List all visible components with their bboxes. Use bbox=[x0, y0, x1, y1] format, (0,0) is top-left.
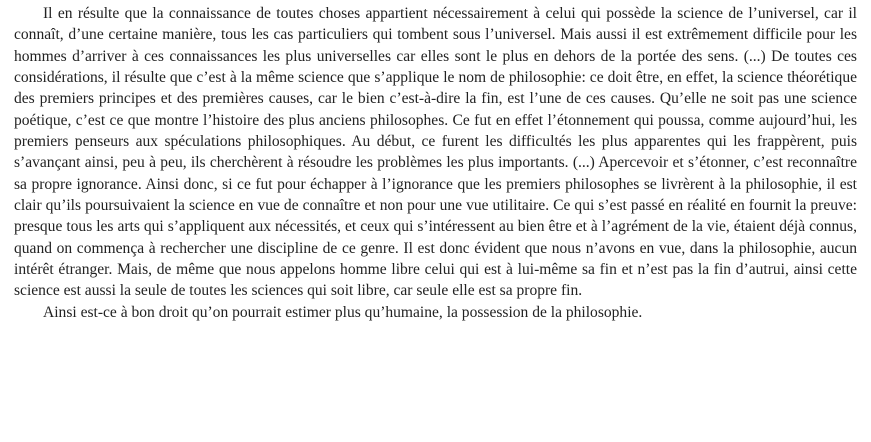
paragraph-1: Il en résulte que la connaissance de toutes choses appartient nécessairement à celui qui possède la science de l’universel, car il connaît, d’une certaine manière, tous les cas particuliers qui tombent sous l’universel. Mais aussi il est extrêmement difficile pour les hommes d’arriver à ces connaissances les plus universelles car elles sont le plus en dehors de la portée des sens. (...) De toutes ces considérations, il résulte que c’est à la même science que s’applique le nom de philosophie: ce doit être, en effet, la science théorétique des premiers principes et des premières causes, car le bien c’est-à-dire la fin, est l’une de ces causes. Qu’elle ne soit pas une science poétique, c’est ce que montre l’histoire des plus anciens philosophes. Ce fut en effet l’étonnement qui poussa, comme aujourd’hui, les premiers penseurs aux spéculations philosophiques. Au début, ce furent les difficultés les plus apparentes qui les frappèrent, puis s’avançant ainsi, peu à peu, ils cherchèrent à résoudre les problèmes les plus importants. (...) Apercevoir et s’étonner, c’est reconnaître sa propre ignorance. Ainsi donc, si ce fut pour échapper à l’ignorance que les premiers philosophes se livrèrent à la philosophie, il est clair qu’ils poursuivaient la science en vue de connaître et non pour une vue utilitaire. Ce qui s’est passé en réalité en fournit la preuve: presque tous les arts qui s’appliquent aux nécessités, et ceux qui s’intéressent au bien être et à l’agrément de la vie, étaient déjà connus, quand on commença à rechercher une discipline de ce genre. Il est donc évident que nous n’avons en vue, dans la philosophie, aucun intérêt étranger. Mais, de même que nous appelons homme libre celui qui est à lui-même sa fin et n’est pas la fin d’autrui, ainsi cette science est aussi la seule de toutes les sciences qui soit libre, car seule elle est sa propre fin. bbox=[14, 5, 857, 300]
paragraph-2: Ainsi est-ce à bon droit qu’on pourrait estimer plus qu’humaine, la possession de la philosophie. bbox=[43, 303, 643, 321]
